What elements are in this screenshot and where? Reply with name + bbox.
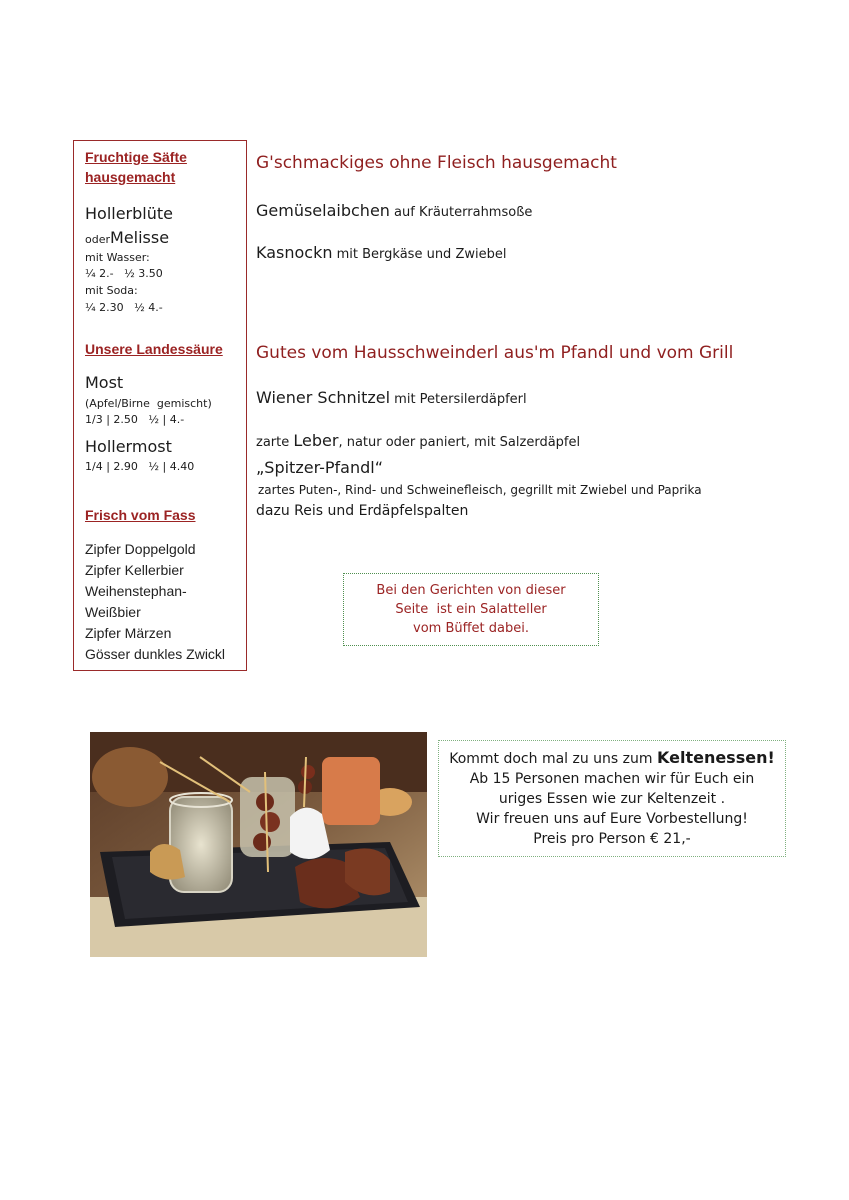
dish-name: Leber bbox=[293, 431, 339, 450]
dish-desc: mit Bergkäse und Zwiebel bbox=[332, 247, 507, 262]
cider-most: Most bbox=[85, 373, 124, 392]
dish-name: Gemüselaibchen bbox=[256, 201, 390, 220]
dish-name: Wiener Schnitzel bbox=[256, 388, 391, 407]
dish-leber bbox=[256, 430, 580, 454]
juices-heading: Fruchtige Säfte hausgemacht bbox=[85, 149, 187, 185]
pork-section-title: Gutes vom Hausschweinderl aus'm Pfandl und vom Grill bbox=[256, 343, 734, 363]
tap-beer-list bbox=[85, 539, 225, 665]
veg-section-title: G'schmackiges ohne Fleisch hausgemacht bbox=[256, 153, 617, 173]
kelten-line1 bbox=[439, 748, 785, 769]
dish-spitzer-pfandl-desc: zartes Puten-, Rind- und Schweinefleisch, gegrillt mit Zwiebel und Paprika bbox=[258, 483, 702, 497]
kelten-line2: Ab 15 Personen machen wir für Euch ein bbox=[469, 771, 755, 787]
kelten-line4: Wir freuen uns auf Eure Vorbestellung! bbox=[476, 811, 748, 827]
beer-item: Zipfer Doppelgold bbox=[85, 541, 196, 557]
beer-item: Zipfer Kellerbier bbox=[85, 562, 184, 578]
salad-note-line: Seite ist ein Salatteller bbox=[395, 602, 547, 617]
dish-spitzer-pfandl: „Spitzer-Pfandl“ bbox=[256, 458, 384, 477]
juice-water-label: mit Wasser: bbox=[85, 251, 150, 264]
kelten-line1-highlight: Keltenessen! bbox=[656, 748, 775, 767]
kelten-line5: Preis pro Person € 21,- bbox=[533, 831, 691, 847]
cider-heading: Unsere Landessäure bbox=[85, 341, 223, 357]
dish-kasnockn bbox=[256, 242, 506, 266]
food-photo-image bbox=[90, 732, 427, 957]
dish-prefix: zarte bbox=[256, 435, 294, 450]
kelten-line1-text: Kommt doch mal zu uns zum bbox=[449, 751, 657, 767]
cider-hollermost: Hollermost bbox=[85, 437, 172, 456]
dish-desc: , natur oder paniert, mit Salzerdäpfel bbox=[338, 435, 581, 450]
food-photo bbox=[90, 732, 427, 957]
dish-desc: mit Petersilerdäpferl bbox=[390, 392, 527, 407]
keltenessen-box bbox=[438, 740, 786, 857]
dish-wiener-schnitzel bbox=[256, 387, 527, 411]
juice-melisse-label: Melisse bbox=[110, 228, 170, 247]
dish-name: Kasnockn bbox=[256, 243, 333, 262]
beer-item: Weißbier bbox=[85, 604, 141, 620]
dish-spitzer-pfandl-side: dazu Reis und Erdäpfelspalten bbox=[256, 503, 469, 519]
tap-heading: Frisch vom Fass bbox=[85, 507, 196, 523]
cider-most-prices: 1/3 | 2.50 ½ | 4.- bbox=[85, 413, 185, 426]
salad-note-line: Bei den Gerichten von dieser bbox=[376, 583, 566, 598]
juice-soda-label: mit Soda: bbox=[85, 284, 138, 297]
kelten-line3: uriges Essen wie zur Keltenzeit . bbox=[498, 791, 726, 807]
juice-hollerbluete: Hollerblüte bbox=[85, 204, 173, 223]
dish-gemueselaibchen bbox=[256, 200, 532, 224]
juice-melisse bbox=[85, 228, 169, 250]
juice-oder: oder bbox=[85, 233, 111, 246]
salad-note-line: vom Büffet dabei. bbox=[413, 621, 529, 636]
juice-soda-prices: ¼ 2.30 ½ 4.- bbox=[85, 301, 163, 314]
cider-most-desc: (Apfel/Birne gemischt) bbox=[85, 397, 212, 410]
beer-item: Gösser dunkles Zwickl bbox=[85, 646, 226, 662]
salad-note-box bbox=[343, 573, 599, 646]
juice-water-prices: ¼ 2.- ½ 3.50 bbox=[85, 267, 163, 280]
dish-desc: auf Kräuterrahmsoße bbox=[389, 205, 533, 220]
cider-hollermost-prices: 1/4 | 2.90 ½ | 4.40 bbox=[85, 460, 195, 473]
beer-item: Weihenstephan- bbox=[85, 583, 187, 599]
beer-item: Zipfer Märzen bbox=[85, 625, 172, 641]
